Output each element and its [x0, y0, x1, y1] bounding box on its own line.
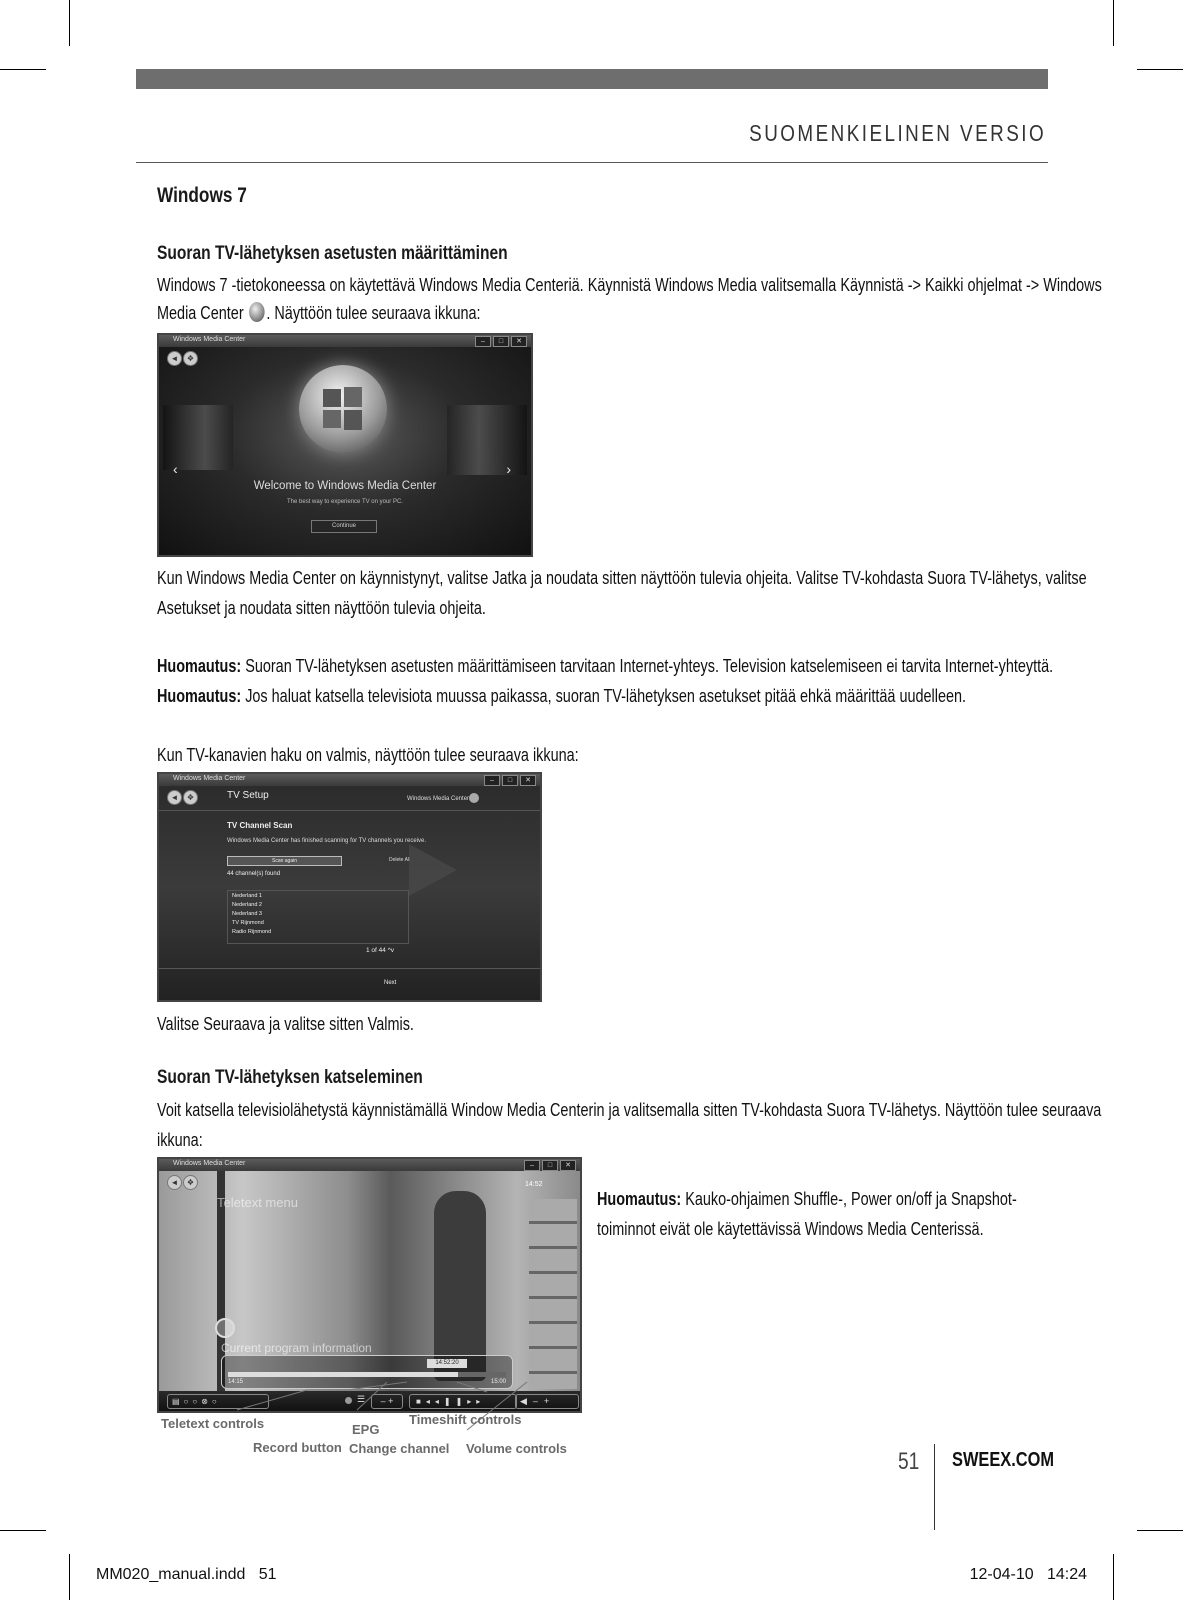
watch-line2: ikkuna: — [157, 1129, 203, 1150]
crop-mark — [1113, 0, 1114, 46]
title-bar — [159, 774, 540, 786]
scan-intro: Kun TV-kanavien haku on valmis, näyttöön tulee seuraava ikkuna: — [157, 744, 579, 765]
program-info-overlay: Current program information — [221, 1341, 372, 1355]
crop-mark — [1137, 69, 1183, 70]
maximize-button[interactable]: □ — [493, 336, 509, 347]
note-label: Huomautus: — [157, 655, 242, 676]
pager — [366, 947, 394, 954]
next-button[interactable]: Next — [384, 980, 397, 986]
epg-icon[interactable]: ☰ — [357, 1394, 366, 1404]
setup-heading: Suoran TV-lähetyksen asetusten määrittäminen — [157, 243, 508, 264]
crop-mark — [0, 1530, 46, 1531]
window-title: Windows Media Center — [173, 1160, 246, 1167]
timeshift-controls: ■◂◂❚❚▸▸ — [409, 1394, 517, 1409]
side-note-line2: toiminnot eivät ole käytettävissä Windows Media Centerissä. — [597, 1218, 984, 1239]
screenshot-tv-setup — [157, 772, 542, 1002]
tv-setup-title: TV Setup — [227, 790, 269, 801]
list-item[interactable]: Nederland 3 — [232, 911, 262, 917]
callout-line — [457, 1382, 487, 1392]
separator — [159, 810, 540, 811]
brand-footer: SWEEX.COM — [952, 1449, 1055, 1471]
start-icon[interactable]: ❖ — [183, 1175, 198, 1190]
watch-line1: Voit katsella televisiolähetystä käynnistämällä Window Media Centerin ja valitsemalla sitten TV-kohdasta Suora TV-lähetys. Näyttöön tulee seuraava — [157, 1099, 1102, 1120]
info-icon[interactable] — [215, 1318, 235, 1338]
after-start-line1: Kun Windows Media Center on käynnistynyt, valitse Jatka ja noudata sitten näyttöön tulevia ohjeita. Valitse TV-kohdasta Suora TV-lähetys, valitse — [157, 567, 1087, 588]
page-up-icon[interactable]: ^ — [387, 947, 391, 954]
back-icon[interactable]: ◄ — [167, 790, 182, 805]
end-time: 15:00 — [490, 1379, 506, 1385]
label-timeshift-controls: Timeshift controls — [409, 1412, 522, 1427]
label-volume-controls: Volume controls — [466, 1441, 567, 1456]
window-controls — [524, 1160, 576, 1171]
brand-logo-icon — [469, 793, 479, 803]
label-teletext-controls: Teletext controls — [161, 1416, 265, 1431]
header-bar — [136, 69, 1048, 89]
setup-line2b: . Näyttöön tulee seuraava ikkuna: — [266, 302, 481, 323]
delete-all-button[interactable]: Delete All — [389, 857, 411, 863]
page-number: 51 — [898, 1448, 920, 1475]
arrow-graphic — [409, 844, 457, 896]
media-thumbnails-right — [447, 405, 527, 475]
back-icon[interactable]: ◄ — [167, 1175, 182, 1190]
watch-heading: Suoran TV-lähetyksen katseleminen — [157, 1067, 423, 1088]
welcome-subtitle: The best way to experience TV on your PC. — [287, 499, 403, 505]
channels-found: 44 channel(s) found — [227, 871, 281, 877]
header-rule — [136, 162, 1048, 163]
clock-badge: 14:52:20 — [427, 1359, 467, 1368]
os-heading: Windows 7 — [157, 184, 247, 207]
teletext-menu-overlay: Teletext menu — [217, 1195, 298, 1210]
crop-mark — [0, 69, 46, 70]
crop-mark — [1113, 1554, 1114, 1600]
welcome-text: Welcome to Windows Media Center — [253, 480, 437, 492]
minimize-button[interactable]: – — [475, 336, 491, 347]
note-1-text: Suoran TV-lähetyksen asetusten määrittämiseen tarvitaan Internet-yhteys. Television katselemiseen ei tarvita Internet-yhteyttä. — [245, 655, 1054, 676]
after-scan: Valitse Seuraava ja valitse sitten Valmis. — [157, 1013, 414, 1034]
after-start-line2: Asetukset ja noudata sitten näyttöön tulevia ohjeita. — [157, 597, 486, 618]
header-title: SUOMENKIELINEN VERSIO — [749, 120, 1046, 146]
close-button[interactable]: ✕ — [511, 336, 527, 347]
person-figure — [434, 1191, 486, 1381]
page-down-icon[interactable]: v — [390, 947, 395, 954]
start-time: 14:15 — [228, 1379, 244, 1385]
list-item[interactable]: TV Rijnmond — [232, 920, 264, 926]
list-item[interactable]: Nederland 1 — [232, 893, 262, 899]
scan-again-button[interactable]: Scan again — [227, 856, 342, 866]
wmc-logo-icon — [249, 302, 265, 322]
note-label: Huomautus: — [597, 1188, 682, 1209]
minimize-button[interactable]: – — [524, 1160, 540, 1171]
channel-list — [227, 890, 409, 944]
window-title: Windows Media Center — [173, 336, 246, 343]
side-note-line1 — [597, 1184, 1017, 1214]
note-2-text: Jos haluat katsella televisiota muussa paikassa, suoran TV-lähetyksen asetukset pitää ehkä määrittää uudelleen. — [245, 685, 967, 706]
pager-text: 1 of 44 — [366, 947, 386, 954]
callout-line — [237, 1390, 307, 1410]
print-stamp: 12-04-10 14:24 — [969, 1566, 1087, 1583]
time-display: 14:52 — [525, 1181, 543, 1188]
file-info: MM020_manual.indd 51 — [96, 1566, 277, 1583]
separator — [159, 968, 540, 969]
title-bar — [159, 335, 531, 347]
screenshot-welcome — [157, 333, 533, 557]
setup-line2 — [157, 298, 481, 328]
minimize-button[interactable]: – — [484, 775, 500, 786]
start-icon[interactable]: ❖ — [183, 790, 198, 805]
note-2 — [157, 681, 966, 711]
back-icon[interactable]: ◄ — [167, 351, 182, 366]
brand-text: Windows Media Center — [407, 796, 470, 802]
next-arrow-icon[interactable]: › — [506, 461, 511, 477]
title-bar — [159, 1159, 580, 1171]
setup-line2a: Media Center — [157, 302, 244, 323]
callout-line — [347, 1382, 407, 1390]
note-1 — [157, 651, 1053, 681]
maximize-button[interactable]: □ — [542, 1160, 558, 1171]
side-note-text1: Kauko-ohjaimen Shuffle-, Power on/off ja Snapshot- — [685, 1188, 1017, 1209]
shelves — [529, 1199, 577, 1389]
teletext-controls: ▤○○⊗○ — [167, 1394, 269, 1409]
prev-arrow-icon[interactable]: ‹ — [173, 461, 178, 477]
scan-message: Windows Media Center has finished scanning for TV channels you receive. — [227, 838, 426, 844]
note-label: Huomautus: — [157, 685, 242, 706]
crop-mark — [69, 0, 70, 46]
volume-controls: ◀–+ — [515, 1394, 579, 1409]
start-icon[interactable]: ❖ — [183, 351, 198, 366]
label-record-button: Record button — [253, 1440, 342, 1455]
channel-controls: – + — [371, 1394, 403, 1409]
continue-button[interactable]: Continue — [311, 520, 377, 533]
windows-logo-icon — [299, 365, 387, 453]
label-change-channel: Change channel — [349, 1441, 450, 1456]
window-controls — [484, 775, 536, 786]
crop-mark — [1137, 1530, 1183, 1531]
maximize-button[interactable]: □ — [502, 775, 518, 786]
list-item[interactable]: Radio Rijnmond — [232, 929, 272, 935]
scan-title: TV Channel Scan — [227, 821, 293, 830]
crop-mark — [69, 1554, 70, 1600]
window-controls — [475, 336, 527, 347]
progress-fill — [228, 1372, 458, 1377]
setup-line1: Windows 7 -tietokoneessa on käytettävä Windows Media Centeriä. Käynnistä Windows Media valitsemalla Käynnistä -> Kaikki ohjelmat -> Windows — [157, 274, 1102, 295]
screenshot-live-tv — [157, 1157, 582, 1413]
list-item[interactable]: Nederland 2 — [232, 902, 262, 908]
close-button[interactable]: ✕ — [560, 1160, 576, 1171]
close-button[interactable]: ✕ — [520, 775, 536, 786]
label-epg: EPG — [352, 1422, 380, 1437]
footer-divider — [934, 1444, 935, 1530]
window-title: Windows Media Center — [173, 775, 246, 782]
